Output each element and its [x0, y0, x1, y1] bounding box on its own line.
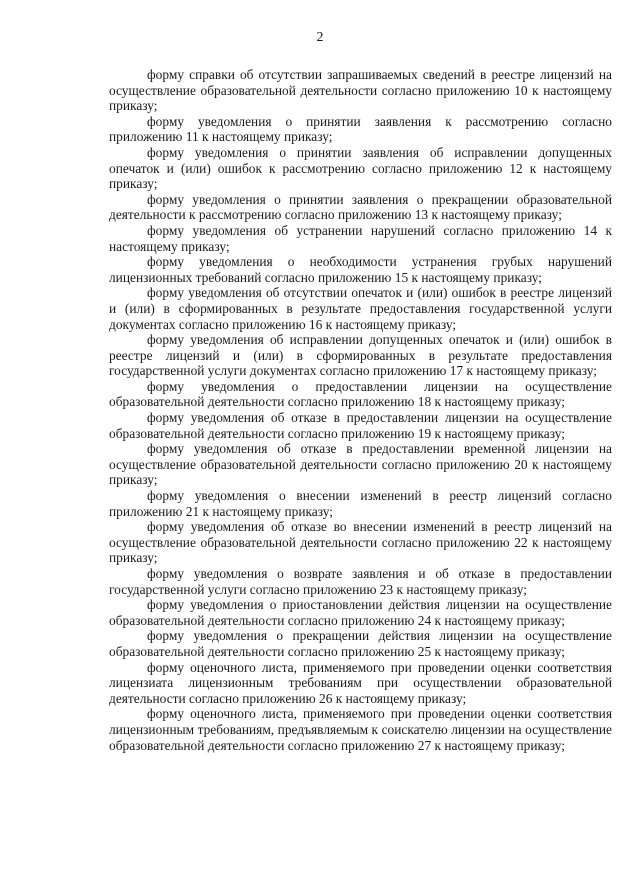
list-item: форму уведомления о возврате заявления и об отказе в предоставлении государственной услуги согласно приложению 23 к настоящему приказу;: [109, 566, 612, 597]
list-item: форму уведомления об отказе в предоставлении лицензии на осуществление образовательной деятельности согласно приложению 19 к настоящему приказу;: [109, 410, 612, 441]
list-item: форму уведомления о принятии заявления об исправлении допущенных опечаток и (или) ошибок к рассмотрению согласно приложению 12 к настоящему приказу;: [109, 144, 612, 192]
list-item: форму уведомления о приостановлении действия лицензии на осуществление образовательной деятельности согласно приложению 24 к настоящему приказу;: [109, 597, 612, 628]
list-item: форму уведомления об отказе во внесении изменений в реестр лицензий на осуществление образовательной деятельности согласно приложению 22 к настоящему приказу;: [109, 519, 612, 566]
list-item: форму уведомления об отсутствии опечаток и (или) ошибок в реестре лицензий и (или) в сформированных в результате предоставления государственной услуги документах согласно приложению 16 к настоящему приказу;: [109, 285, 612, 332]
list-item: форму уведомления об отказе в предоставлении временной лицензии на осуществление образовательной деятельности согласно приложению 20 к настоящему приказу;: [109, 441, 612, 488]
list-item: форму уведомления об исправлении допущенных опечаток и (или) ошибок в реестре лицензий и (или) в сформированных в результате предоставления государственной услуги документах согласно приложению 17 к настоящему приказу;: [109, 332, 612, 379]
list-item: форму справки об отсутствии запрашиваемых сведений в реестре лицензий на осуществление образовательной деятельности согласно приложению 10 к настоящему приказу;: [109, 67, 612, 114]
list-item: форму оценочного листа, применяемого при проведении оценки соответствия лицензионным требованиям, предъявляемым к соискателю лицензии на осуществление образовательной деятельности согласно приложению 27 к настоящему приказу;: [109, 706, 612, 753]
list-item: форму уведомления о прекращении действия лицензии на осуществление образовательной деятельности согласно приложению 25 к настоящему приказу;: [109, 628, 612, 659]
list-item: форму уведомления о принятии заявления к рассмотрению согласно приложению 11 к настоящему приказу;: [109, 113, 612, 145]
document-body: [109, 67, 612, 753]
list-item: форму уведомления о внесении изменений в реестр лицензий согласно приложению 21 к настоящему приказу;: [109, 488, 612, 519]
list-item: форму уведомления о предоставлении лицензии на осуществление образовательной деятельности согласно приложению 18 к настоящему приказу;: [109, 378, 612, 410]
list-item: форму оценочного листа, применяемого при проведении оценки соответствия лицензиата лицензионным требованиям при осуществлении образовательной деятельности согласно приложению 26 к настоящему приказу;: [109, 659, 612, 706]
page-number: 2: [316, 30, 324, 45]
list-item: форму уведомления о принятии заявления о прекращении образовательной деятельности к рассмотрению согласно приложению 13 к настоящему приказу;: [109, 191, 612, 223]
list-item: форму уведомления о необходимости устранения грубых нарушений лицензионных требований согласно приложению 15 к настоящему приказу;: [109, 254, 612, 285]
list-item: форму уведомления об устранении нарушений согласно приложению 14 к настоящему приказу;: [109, 222, 612, 254]
